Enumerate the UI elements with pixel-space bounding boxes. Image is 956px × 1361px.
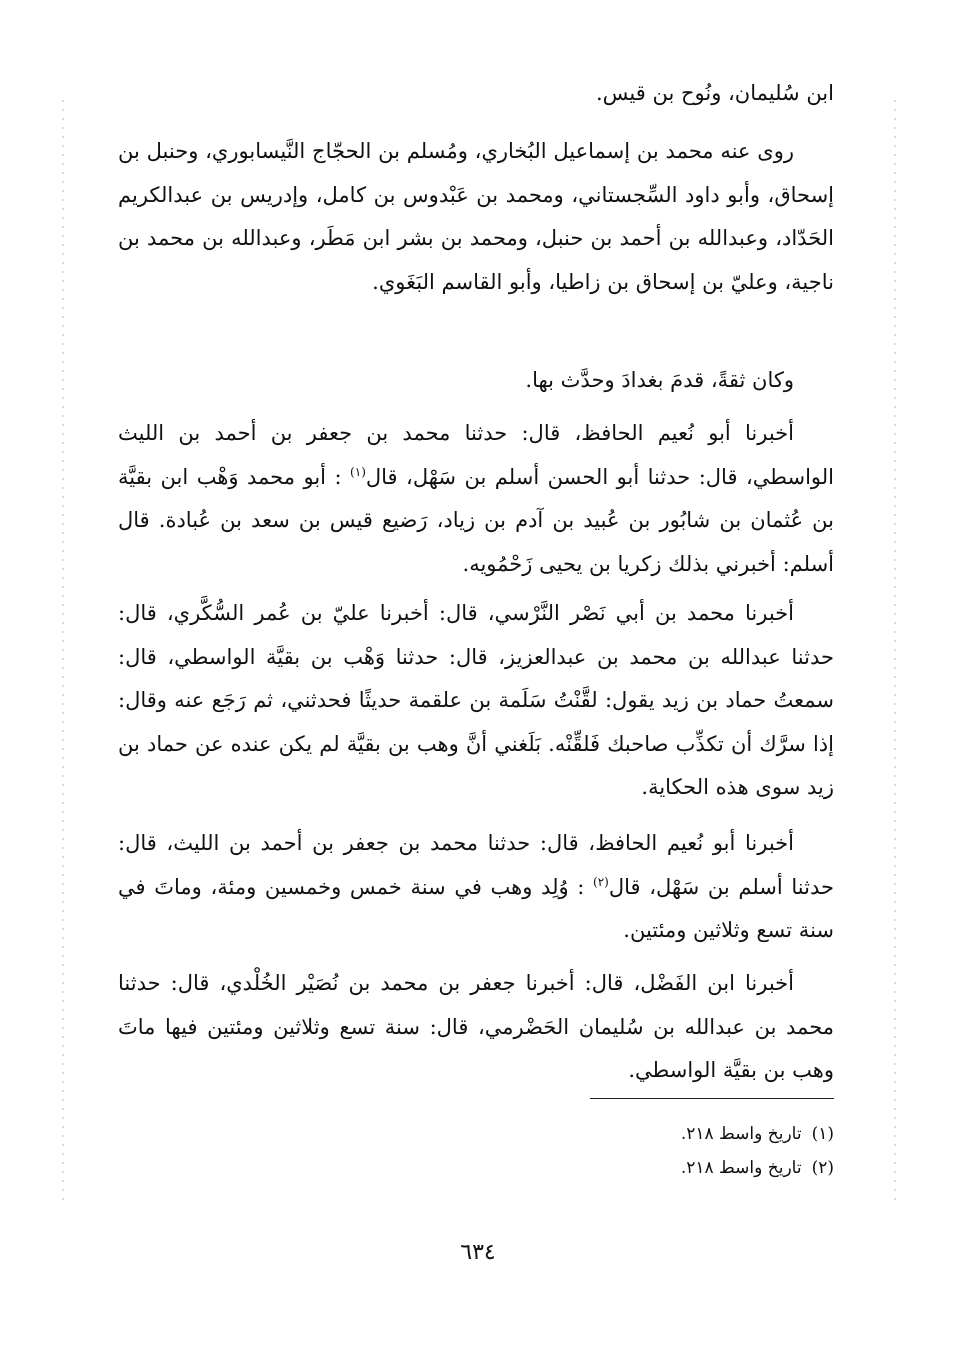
footnote-1	[400, 1122, 834, 1146]
paragraph-trustworthy: وكان ثقةً، قدمَ بغدادَ وحدَّث بها.	[525, 368, 794, 392]
paragraph-text: أخبرنا أبو نُعيم الحافظ، قال: حدثنا محمد بن جعفر بن أحمد بن الليث الواسطي، قال: حدثنا أبو الحسن أسلم بن سَهْل، قال	[118, 421, 835, 489]
left-margin-artifact	[62, 100, 64, 1200]
paragraph-death-year: أخبرنا ابن الفَضْل، قال: أخبرنا جعفر بن محمد بن نُصَيْر الخُلْدي، قال: حدثنا محمد بن عبدالله بن سُليمان الحَضْرمي، قال: سنة تسع وثلاثين ومئتين فيها ماتَ وهب بن بقيَّة الواسطي.	[118, 971, 834, 1082]
right-margin-artifact	[894, 100, 896, 1200]
paragraph-birth-death	[118, 822, 834, 953]
footnote-2	[400, 1156, 834, 1180]
paragraph-hadith: أخبرنا محمد بن أبي نَصْر النَّرْسي، قال: أخبرنا عليّ بن عُمر السُّكَّري، قال: حدثنا عبدالله بن محمد بن عبدالعزيز، قال: حدثنا وَهْب بن بقيَّة الواسطي، قال: سمعتُ حماد بن زيد يقول: لقَّنْتُ سَلَمة بن علقمة حديثًا فحدثني، ثم رَجَع عنه وقال: إذا سرَّك أن تكذِّب صاحبك فَلقِّنْه. بَلَغني أنَّ وهب بن بقيَّة لم يكن عنده عن حماد بن زيد سوى هذه الحكاية.	[118, 601, 834, 799]
paragraph-narrators: روى عنه محمد بن إسماعيل البُخاري، ومُسلم بن الحجّاج النَّيسابوري، وحنبل بن إسحاق، وأبو داود السِّجستاني، ومحمد بن عَبْدوس بن كامل، وإدريس بن عبدالكريم الحَدّاد، وعبدالله بن أحمد بن حنبل، ومحمد بن بشر ابن مَطَر، وعبدالله بن محمد بن ناجية، وعليّ بن إسحاق بن زاطيا، وأبو القاسم البَغَوي.	[118, 139, 834, 294]
footnote-ref-2: (٢)	[593, 874, 609, 889]
footnote-text: تاريخ واسط ٢١٨.	[680, 1124, 802, 1144]
footnote-separator	[590, 1098, 834, 1099]
footnote-text: تاريخ واسط ٢١٨.	[680, 1158, 802, 1178]
paragraph-continuation: ابن سُليمان، ونُوح بن قيس.	[595, 81, 834, 105]
paragraph-lineage	[118, 412, 834, 586]
footnote-number: (١)	[811, 1124, 834, 1144]
paragraph-text: : أبو محمد وَهْب ابن بقيَّة بن عُثمان بن شابُور بن عُبيد بن آدم بن زياد، رَضيع قيس بن سعد بن عُبادة. قال أسلم: أخبرني بذلك زكريا بن يحيى زَحْمُويه.	[118, 464, 834, 576]
paragraph-text: : وُلِد وهب في سنة خمس وخمسين ومئة، وماتَ في سنة تسع وثلاثين ومئتين.	[118, 874, 834, 942]
footnote-ref-1: (١)	[350, 464, 366, 479]
paragraph-text: أخبرنا أبو نُعيم الحافظ، قال: حدثنا محمد بن جعفر بن أحمد بن الليث، قال: حدثنا أسلم بن سَهْل، قال	[118, 831, 834, 899]
page-number: ٦٣٤	[460, 1240, 496, 1265]
footnote-number: (٢)	[811, 1158, 834, 1178]
